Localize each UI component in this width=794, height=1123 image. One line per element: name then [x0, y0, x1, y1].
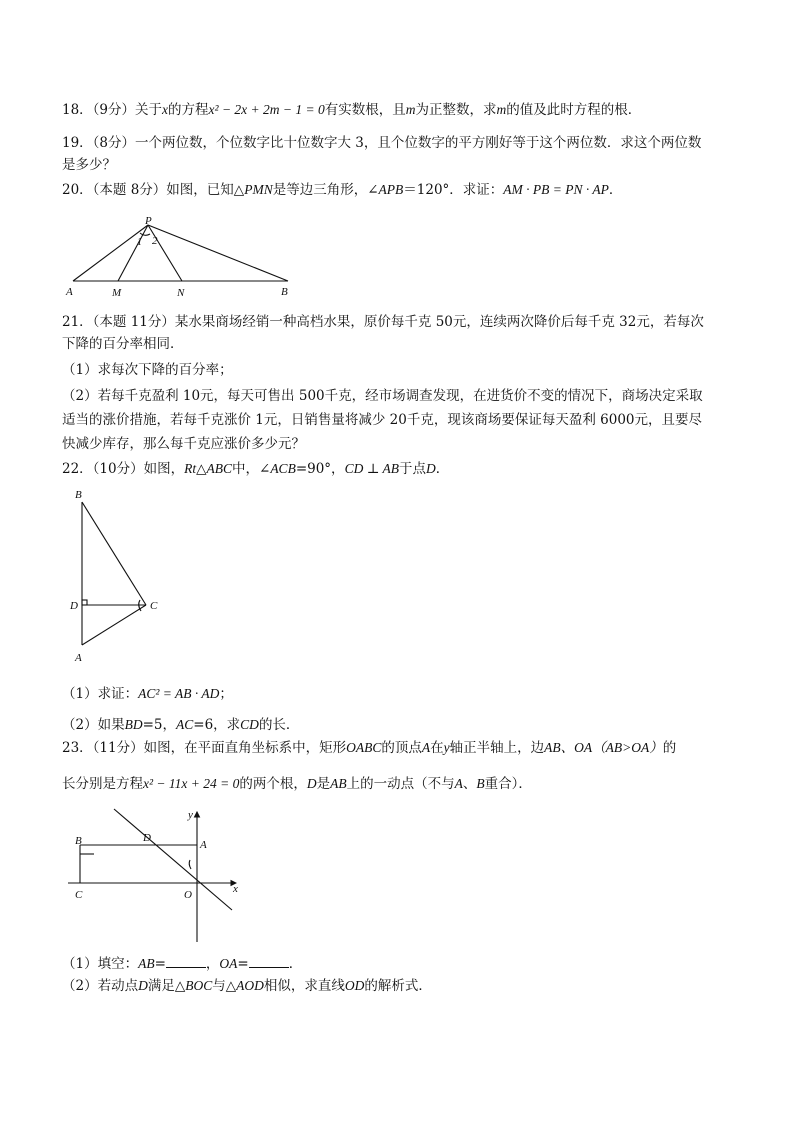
text: =6，求	[193, 717, 241, 733]
line-od	[114, 809, 232, 910]
var: APB	[378, 182, 404, 197]
q23-part2	[62, 977, 432, 995]
equation: AM · PB = PN · AP	[503, 182, 609, 197]
equation: CD ⊥ AB	[344, 461, 400, 476]
label-d: D	[70, 600, 78, 612]
var: D	[426, 461, 436, 476]
var: CD	[240, 717, 259, 732]
text: 与△	[212, 978, 237, 994]
text: （1）求证：	[62, 686, 139, 702]
line-pn	[148, 225, 182, 281]
label-y: y	[188, 809, 193, 821]
var: AB	[138, 956, 155, 971]
text: 20．（本题 8分）如图，已知△	[62, 182, 245, 198]
line-ac	[82, 605, 146, 645]
label-2: 2	[152, 235, 158, 247]
q21-part2a: （2）若每千克盈利 10元，每天可售出 500千克，经市场调查发现，在进货价不变的情况下，商场决定采取	[62, 388, 703, 404]
q22-figure	[66, 485, 176, 670]
text: =	[237, 956, 249, 972]
var: AOD	[236, 978, 264, 993]
text: 中，∠	[232, 461, 271, 477]
var: AB、OA（AB>OA）	[544, 740, 663, 755]
text: ＝120°．求证：	[403, 182, 504, 198]
label-1: 1	[137, 237, 142, 248]
q23-part1	[62, 955, 302, 973]
q22-part2	[62, 716, 299, 734]
text: （1）填空：	[62, 956, 139, 972]
label-a: A	[66, 286, 73, 298]
line-bc	[82, 502, 146, 605]
text: 22．（10分）如图，	[62, 461, 185, 477]
text: 23．（11分）如图，在平面直角坐标系中，矩形	[62, 740, 347, 756]
text: ．	[608, 182, 623, 198]
var: D	[306, 776, 317, 791]
var: ACB	[270, 461, 296, 476]
label-p: P	[145, 215, 152, 227]
text: 、	[462, 776, 477, 792]
q21-part1: （1）求每次下降的百分率；	[62, 362, 233, 378]
text: 的顶点	[381, 740, 422, 756]
label-x: x	[233, 883, 238, 895]
text: 是等边三角形，∠	[272, 182, 379, 198]
q19-line1: 19．（8分）一个两位数，个位数字比十位数字大 3，且个位数字的平方刚好等于这个两位数．求这个两位数	[62, 135, 702, 151]
line-pm	[118, 225, 148, 281]
answer-blank-ab[interactable]	[166, 955, 206, 968]
text: 重合）．	[484, 776, 532, 792]
equation: x² − 2x + 2m − 1 = 0	[208, 102, 325, 117]
text: △	[196, 461, 207, 477]
q23-figure	[66, 806, 246, 946]
text: 是	[316, 776, 331, 792]
angle-arc	[189, 860, 191, 869]
label-b: B	[75, 489, 82, 501]
q23-line2	[62, 775, 532, 793]
var: PMN	[244, 182, 273, 197]
text: 轴正半轴上，边	[449, 740, 545, 756]
var: AC	[176, 717, 194, 732]
var: Rt	[184, 461, 197, 476]
q18-line	[62, 101, 641, 119]
var: OD	[344, 978, 365, 993]
text: =5，	[142, 717, 176, 733]
var: OABC	[346, 740, 382, 755]
text: ；	[219, 686, 233, 702]
label-a: A	[200, 839, 207, 851]
text: （2）如果	[62, 717, 125, 733]
var: ABC	[206, 461, 232, 476]
text: 18．（9分）关于	[62, 102, 163, 118]
q21-line1: 21．（本题 11分）某水果商场经销一种高档水果，原价每千克 50元，连续两次降价后每千克 32元，若每次	[62, 314, 704, 330]
text: （2）若动点	[62, 978, 139, 994]
label-d: D	[143, 832, 151, 844]
label-c: C	[150, 600, 158, 612]
var: AB	[330, 776, 347, 791]
text: 的	[662, 740, 677, 756]
answer-blank-oa[interactable]	[249, 955, 289, 968]
angle-arc	[140, 233, 150, 235]
q19-line2: 是多少？	[62, 157, 116, 173]
text: 的方程	[168, 102, 209, 118]
text: 的值及此时方程的根．	[506, 102, 642, 118]
var: A	[454, 776, 463, 791]
text: ，	[205, 956, 220, 972]
text: ．	[435, 461, 450, 477]
text: 的长．	[258, 717, 300, 733]
equation: x² − 11x + 24 = 0	[143, 776, 240, 791]
var: A	[421, 740, 431, 755]
label-b: B	[281, 286, 288, 298]
text: 有实数根，且	[324, 102, 406, 118]
text: 的两个根，	[239, 776, 307, 792]
text: =	[154, 956, 166, 972]
q22-part1	[62, 685, 233, 703]
q21-line2: 下降的百分率相同．	[62, 336, 184, 352]
text: 为正整数，求	[415, 102, 497, 118]
label-m: M	[112, 287, 122, 299]
var: OA	[219, 956, 238, 971]
var: BD	[124, 717, 143, 732]
label-c: C	[75, 889, 83, 901]
label-b: B	[75, 835, 82, 847]
text: 相似，求直线	[263, 978, 345, 994]
var: BOC	[185, 978, 213, 993]
text: 在	[430, 740, 444, 756]
var: B	[476, 776, 485, 791]
var: y	[443, 740, 450, 755]
label-n: N	[177, 287, 185, 299]
q21-part2c: 快减少库存，那么每千克应涨价多少元？	[62, 436, 305, 452]
q23-line1	[62, 739, 676, 757]
label-o: O	[184, 889, 192, 901]
text: 上的一动点（不与	[346, 776, 455, 792]
label-a: A	[75, 652, 82, 664]
text: 长分别是方程	[62, 776, 143, 792]
q22-line	[62, 460, 449, 478]
q20-line	[62, 181, 622, 199]
right-angle-mark	[82, 600, 87, 605]
var: m	[405, 102, 416, 117]
var: x	[162, 102, 169, 117]
q21-part2b: 适当的涨价措施，若每千克涨价 1元，日销售量将减少 20千克，现该商场要保证每天盈利 6000元，且要尽	[62, 412, 702, 428]
line-pb	[148, 225, 288, 281]
text: 的解析式．	[364, 978, 432, 994]
var: D	[138, 978, 148, 993]
text: =90°，	[295, 461, 345, 477]
equation: AC² = AB · AD	[138, 686, 220, 701]
var: m	[496, 102, 507, 117]
line-pa	[73, 225, 148, 281]
q20-figure	[60, 215, 300, 305]
text: 于点	[399, 461, 427, 477]
text: 满足△	[147, 978, 186, 994]
text: ．	[288, 956, 303, 972]
